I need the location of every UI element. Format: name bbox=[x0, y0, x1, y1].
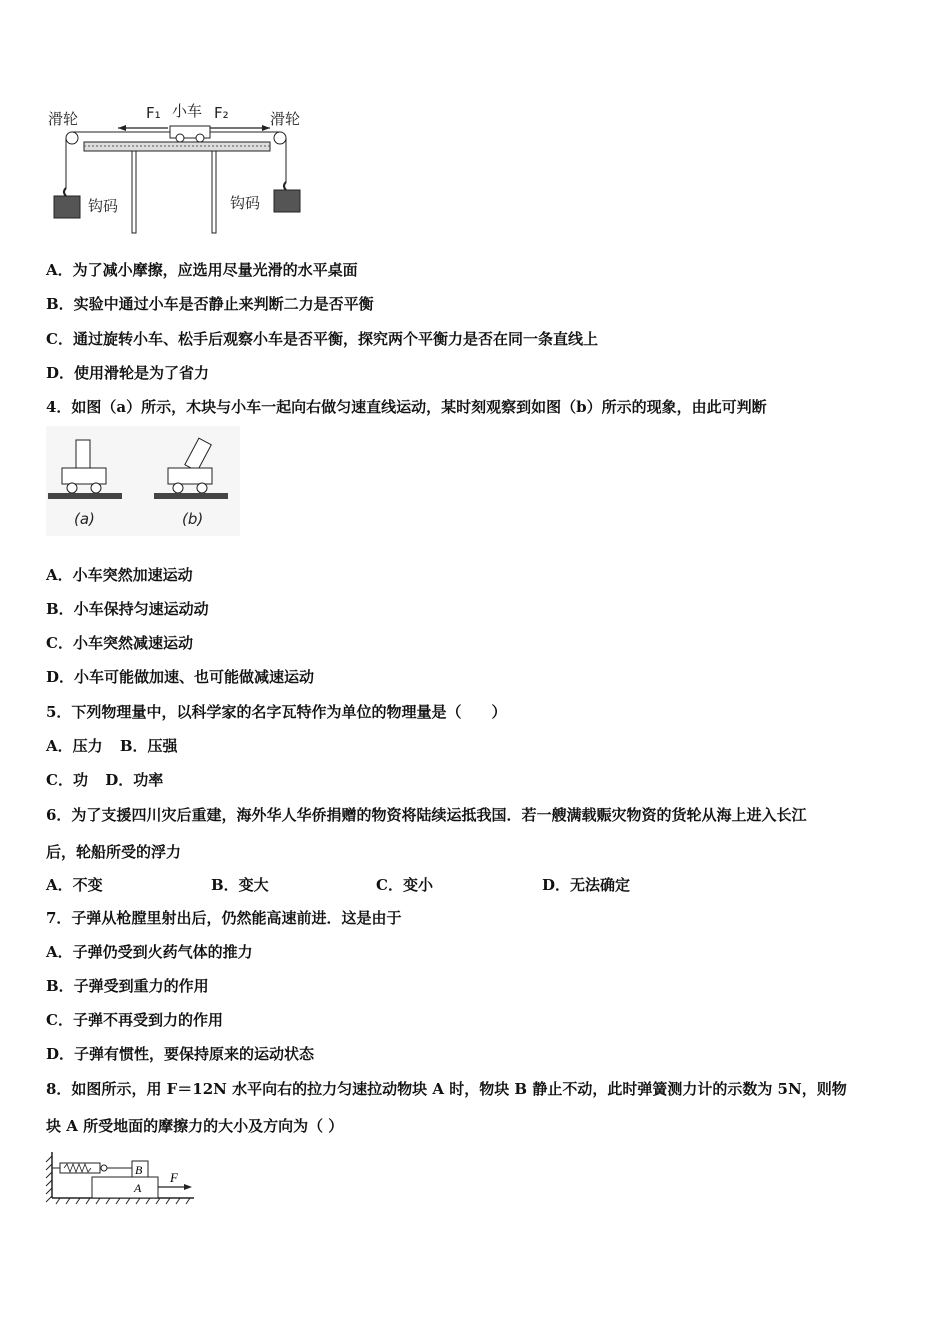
q6-option-a: A．不变 bbox=[46, 876, 103, 894]
q5-option-c: C．功 bbox=[46, 771, 88, 789]
q6-option-d: D．无法确定 bbox=[542, 876, 631, 894]
q4-option-c: C．小车突然减速运动 bbox=[46, 634, 193, 652]
ground-b bbox=[154, 493, 228, 499]
right-weight-label: 钩码 bbox=[230, 194, 261, 212]
q3-option-a: A．为了减小摩擦，应选用尽量光滑的水平桌面 bbox=[46, 261, 358, 279]
cart-pulley-figure bbox=[40, 98, 310, 236]
q4-option-b: B．小车保持匀速运动动 bbox=[46, 600, 209, 618]
right-weight bbox=[274, 190, 300, 212]
block-a bbox=[92, 1177, 158, 1198]
left-pulley-label: 滑轮 bbox=[48, 110, 79, 128]
q8-stem-line1: 8．如图所示，用 F＝12N 水平向右的拉力匀速拉动物块 A 时，物块 B 静止不动，此时弹簧测力计的示数为 5N，则物 bbox=[46, 1080, 847, 1098]
q5-options-row2 bbox=[46, 770, 163, 790]
q4-stem: 4．如图（a）所示，木块与小车一起向右做匀速直线运动，某时刻观察到如图（b）所示的现象，由此可判断 bbox=[46, 398, 767, 416]
q7-option-b: B．子弹受到重力的作用 bbox=[46, 977, 209, 995]
left-weight-label: 钩码 bbox=[88, 197, 119, 215]
q4-option-a: A．小车突然加速运动 bbox=[46, 566, 193, 584]
q7-option-c: C．子弹不再受到力的作用 bbox=[46, 1011, 223, 1029]
q5-option-a: A．压力 bbox=[46, 737, 103, 755]
q7-option-a: A．子弹仍受到火药气体的推力 bbox=[46, 943, 253, 961]
table-leg-left bbox=[132, 151, 136, 233]
q6-option-c: C．变小 bbox=[376, 876, 433, 894]
fig-b-label: (b) bbox=[182, 510, 204, 528]
spring-scale bbox=[60, 1163, 100, 1173]
table-leg-right bbox=[212, 151, 216, 233]
cart-a bbox=[62, 468, 106, 484]
right-pulley bbox=[274, 132, 286, 144]
block-cart-figure bbox=[46, 426, 240, 536]
block-b-label: B bbox=[135, 1163, 143, 1177]
q3-option-b: B．实验中通过小车是否静止来判断二力是否平衡 bbox=[46, 295, 374, 313]
friction-figure bbox=[44, 1150, 200, 1206]
force-f-label: F bbox=[170, 1170, 178, 1185]
q4-option-d: D．小车可能做加速、也可能做减速运动 bbox=[46, 668, 315, 686]
q6-option-b: B．变大 bbox=[211, 876, 269, 894]
right-pulley-label: 滑轮 bbox=[270, 110, 301, 128]
q5-option-d: D．功率 bbox=[105, 771, 164, 789]
fig-a-label: (a) bbox=[74, 510, 95, 528]
left-pulley bbox=[66, 132, 78, 144]
q6-stem-line2: 后，轮船所受的浮力 bbox=[46, 843, 182, 861]
q3-option-d: D．使用滑轮是为了省力 bbox=[46, 364, 210, 382]
q5-options-row1 bbox=[46, 736, 178, 756]
cart-b bbox=[168, 468, 212, 484]
q8-stem-line2: 块 A 所受地面的摩擦力的大小及方向为（ ） bbox=[46, 1117, 344, 1135]
ground-a bbox=[48, 493, 122, 499]
force-f1-label: F₁ bbox=[146, 104, 161, 122]
block-a bbox=[76, 440, 90, 468]
q5-stem: 5．下列物理量中，以科学家的名字瓦特作为单位的物理量是（ ） bbox=[46, 703, 507, 721]
left-weight bbox=[54, 196, 80, 218]
q3-option-c: C．通过旋转小车、松手后观察小车是否平衡，探究两个平衡力是否在同一条直线上 bbox=[46, 330, 598, 348]
q6-stem-line1: 6．为了支援四川灾后重建，海外华人华侨捐赠的物资将陆续运抵我国．若一艘满载赈灾物资的货轮从海上进入长江 bbox=[46, 806, 807, 824]
q5-option-b: B．压强 bbox=[119, 737, 178, 755]
cart-label: 小车 bbox=[172, 102, 203, 120]
block-a-label: A bbox=[134, 1181, 142, 1195]
q7-stem: 7．子弹从枪膛里射出后，仍然能高速前进．这是由于 bbox=[46, 909, 402, 927]
q7-option-d: D．子弹有惯性，要保持原来的运动状态 bbox=[46, 1045, 315, 1063]
force-f2-label: F₂ bbox=[214, 104, 229, 122]
